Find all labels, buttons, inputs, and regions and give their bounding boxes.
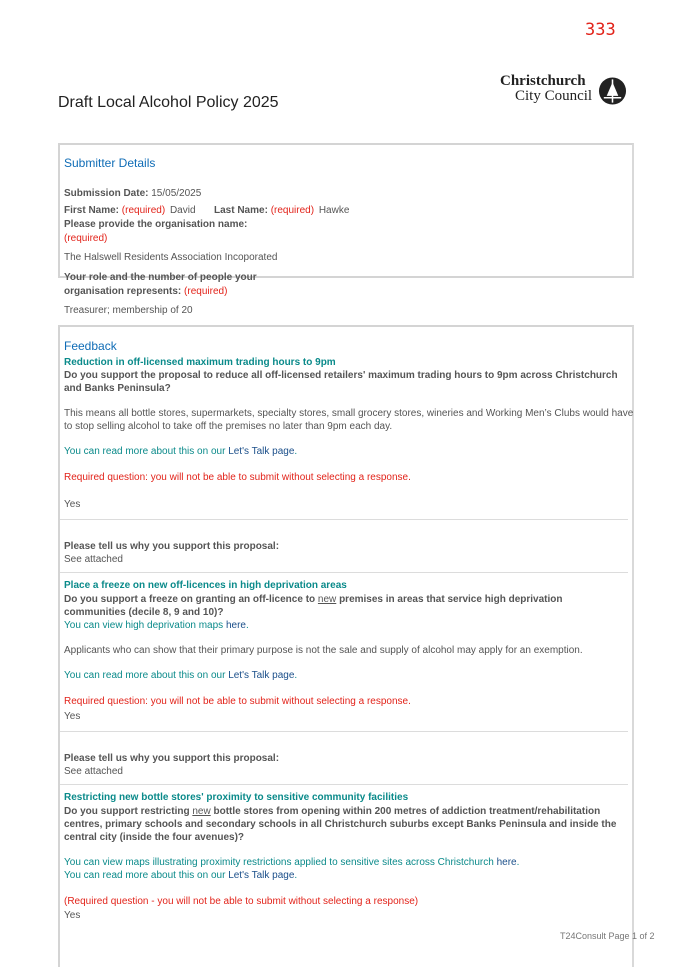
logo-line-2: City Council (515, 88, 593, 104)
proximity-maps-link[interactable]: here (496, 857, 517, 868)
role-label-line-2 (64, 286, 227, 298)
q1-why-label: Please tell us why you support this proposal: (64, 541, 280, 552)
required-marker: (required) (121, 205, 166, 216)
q1-description-line-2: to stop selling alcohol to take off the premises no later than 9pm each day. (64, 421, 393, 432)
page-footer: T24Consult Page 1 of 2 (560, 931, 655, 941)
cathedral-emblem-icon (598, 76, 627, 106)
document-title: Draft Local Alcohol Policy 2025 (58, 94, 279, 111)
q1-required-note: Required question: you will not be able to submit without selecting a response. (64, 472, 411, 483)
q3-read-more: You can read more about this on our Let's Talk page. (64, 870, 298, 881)
q3-question-line-2: centres, primary schools and secondary schools in all Christchurch suburbs except Banks Peninsula and inside the (64, 819, 617, 830)
q2-read-more: You can read more about this on our Let's Talk page. (64, 670, 298, 681)
q2-why-value: See attached (64, 766, 123, 777)
divider (60, 572, 628, 573)
required-marker: (required) (64, 233, 108, 244)
q1-why-value: See attached (64, 554, 123, 565)
divider (60, 519, 628, 520)
lets-talk-link[interactable]: Let's Talk page (228, 446, 295, 457)
last-name-row (214, 205, 349, 217)
read-more-text: You can read more about this on our (64, 446, 226, 457)
page-number: 333 (585, 20, 616, 40)
q2-answer: Yes (64, 711, 81, 722)
q3-question-text: Do you support restricting (64, 806, 190, 817)
lets-talk-link[interactable]: Let's Talk page (228, 670, 295, 681)
q3-required-note: (Required question - you will not be able to submit without selecting a response) (64, 896, 419, 907)
q2-question-line-1 (64, 594, 562, 606)
role-value: Treasurer; membership of 20 (64, 305, 193, 316)
divider (60, 731, 628, 732)
deprivation-maps-link[interactable]: here (225, 620, 246, 631)
q2-maps-note: You can view high deprivation maps here. (64, 620, 249, 631)
role-label-line-1: Your role and the number of people your (64, 272, 257, 283)
new-emphasis: new (192, 806, 211, 817)
read-more-text: You can read more about this on our (64, 670, 226, 681)
q1-read-more: You can read more about this on our Let's Talk page. (64, 446, 298, 457)
q2-question-line-2: communities (decile 8, 9 and 10)? (64, 607, 224, 618)
q2-title: Place a freeze on new off-licences in high deprivation areas (64, 580, 347, 591)
q3-answer: Yes (64, 910, 81, 921)
role-label-text: organisation represents: (64, 286, 182, 297)
q2-why-label: Please tell us why you support this proposal: (64, 753, 280, 764)
maps-note-text: You can view high deprivation maps (64, 620, 224, 631)
q1-question-line-2: and Banks Peninsula? (64, 383, 171, 394)
org-name-value: The Halswell Residents Association Incoporated (64, 252, 278, 263)
new-emphasis: new (317, 594, 337, 605)
divider (60, 784, 628, 785)
q2-question-text: Do you support a freeze on granting an off-licence to (64, 594, 316, 605)
first-name-label: First Name: (64, 205, 120, 216)
council-logo (500, 74, 628, 108)
required-marker: (required) (270, 205, 315, 216)
submission-date-row (64, 188, 201, 200)
q1-description-line-1: This means all bottle stores, supermarkets, specialty stores, small grocery stores, wineries and Working Men’s Clubs would have (64, 408, 634, 419)
q3-title: Restricting new bottle stores' proximity to sensitive community facilities (64, 792, 409, 803)
q2-required-note: Required question: you will not be able to submit without selecting a response. (64, 696, 411, 707)
q3-question-line-1 (64, 806, 600, 818)
q2-exemption-note: Applicants who can show that their primary purpose is not the sale and supply of alcohol may apply for an exemption. (64, 645, 583, 656)
first-name-row (64, 205, 196, 217)
q3-maps-note: You can view maps illustrating proximity restrictions applied to sensitive sites across Christchurch here. (64, 857, 520, 868)
last-name-label: Last Name: (214, 205, 268, 216)
submitter-details-heading: Submitter Details (64, 156, 156, 170)
org-name-label: Please provide the organisation name: (64, 219, 248, 230)
feedback-heading: Feedback (64, 339, 117, 353)
submission-date-value: 15/05/2025 (151, 188, 202, 199)
q1-title: Reduction in off-licensed maximum trading hours to 9pm (64, 357, 336, 368)
q1-question-line-1: Do you support the proposal to reduce all off-licensed retailers' maximum trading hours to 9pm across Christchurch (64, 370, 618, 381)
last-name-value: Hawke (318, 205, 350, 216)
logo-line-1: Christchurch (500, 73, 586, 89)
q1-answer: Yes (64, 499, 81, 510)
q2-question-text: premises in areas that service high deprivation (339, 594, 563, 605)
read-more-text: You can read more about this on our (64, 870, 226, 881)
submission-date-label: Submission Date: (64, 188, 149, 199)
first-name-value: David (169, 205, 196, 216)
required-marker: (required) (184, 286, 228, 297)
q3-question-text: bottle stores from opening within 200 metres of addiction treatment/rehabilitation (213, 806, 601, 817)
lets-talk-link[interactable]: Let's Talk page (228, 870, 295, 881)
maps-note-text: You can view maps illustrating proximity restrictions applied to sensitive sites across Christchurch (64, 857, 494, 868)
q3-question-line-3: central city (inside the four avenues)? (64, 832, 245, 843)
